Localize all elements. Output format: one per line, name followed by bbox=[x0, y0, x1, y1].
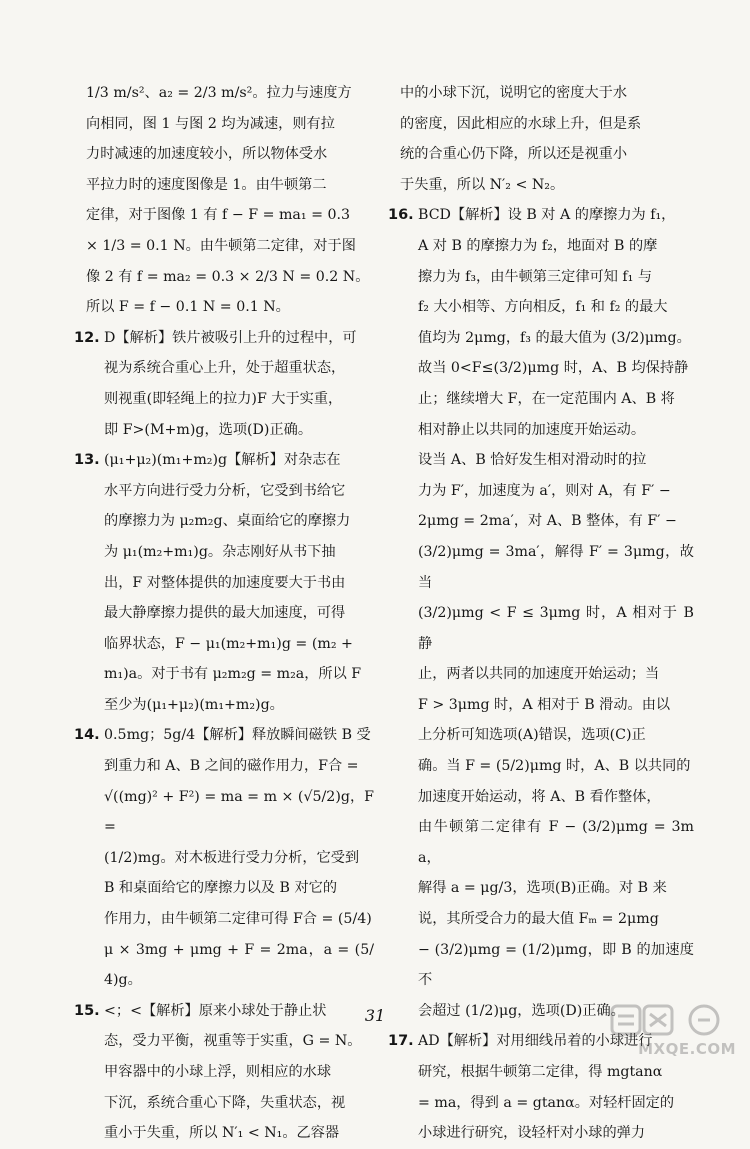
text-line: 确。当 F = (5/2)μmg 时，A、B 以共同的 bbox=[418, 758, 691, 775]
question-number: 14. bbox=[74, 727, 100, 744]
text-line: <；<【解析】原来小球处于静止状 bbox=[104, 1002, 327, 1019]
left-column bbox=[74, 78, 374, 1149]
text-line: 值均为 2μmg，f₃ 的最大值为 (3/2)μmg。 bbox=[418, 329, 691, 346]
watermark bbox=[596, 1002, 736, 1058]
text-line: = ma，得到 a = gtanα。对轻杆固定的 bbox=[418, 1094, 675, 1111]
question-number: 16. bbox=[388, 207, 414, 224]
text-line: 2μmg = 2ma′，对 A、B 整体，有 F′ − bbox=[418, 513, 677, 530]
text-line: 向相同，图 1 与图 2 均为减速，则有拉 bbox=[86, 115, 335, 132]
text-line: 解得 a = μg/3，选项(B)正确。对 B 来 bbox=[418, 880, 667, 897]
watermark-text: MXQE.COM bbox=[638, 1040, 736, 1058]
text-line: 统的合重心仍下降，所以还是视重小 bbox=[400, 146, 628, 163]
text-line: 所以 F = f − 0.1 N = 0.1 N。 bbox=[86, 299, 290, 316]
text-line: 下沉，系统合重心下降，失重状态，视 bbox=[104, 1094, 346, 1111]
question-number: 15. bbox=[74, 1002, 100, 1019]
text-line: 临界状态，F − μ₁(m₂+m₁)g = (m₂ + bbox=[104, 635, 353, 652]
text-line: 止；继续增大 F，在一定范围内 A、B 将 bbox=[418, 390, 675, 407]
text-line: 1/3 m/s²、a₂ = 2/3 m/s²。拉力与速度方 bbox=[86, 85, 352, 101]
text-line: 甲容器中的小球上浮，则相应的水球 bbox=[104, 1064, 332, 1080]
text-line: 的密度，因此相应的水球上升，但是系 bbox=[400, 115, 642, 132]
text-line: BCD【解析】设 B 对 A 的摩擦力为 f₁， bbox=[418, 207, 676, 224]
text-line: m₁)a。对于书有 μ₂m₂g = m₂a，所以 F bbox=[104, 666, 362, 683]
text-line: 水平方向进行受力分析，它受到书给它 bbox=[104, 482, 346, 499]
text-line: 到重力和 A、B 之间的磁作用力，F合 = bbox=[104, 758, 359, 775]
text-line: 力为 F′，加速度为 a′，则对 A，有 F′ − bbox=[418, 482, 671, 499]
text-line: 平拉力时的速度图像是 1。由牛顿第二 bbox=[86, 176, 327, 193]
text-line: 为 μ₁(m₂+m₁)g。杂志刚好从书下抽 bbox=[104, 543, 336, 560]
page-number: 31 bbox=[364, 1006, 386, 1025]
watermark-logo-icon bbox=[610, 1002, 730, 1038]
text-line: B 和桌面给它的摩擦力以及 B 对它的 bbox=[104, 880, 338, 897]
text-line: 即 F>(M+m)g，选项(D)正确。 bbox=[104, 421, 313, 438]
text-line: 定律，对于图像 1 有 f − F = ma₁ = 0.3 bbox=[86, 207, 351, 224]
text-line: 力时减速的加速度较小，所以物体受水 bbox=[86, 146, 328, 163]
text-line: (3/2)μmg = 3ma′，解得 F′ = 3μmg，故当 bbox=[418, 543, 694, 591]
text-line: f₂ 大小相等、方向相反，f₁ 和 f₂ 的最大 bbox=[418, 299, 668, 316]
solution-16 bbox=[388, 200, 694, 1026]
text-line: 作用力，由牛顿第二定律可得 F合 = (5/4) bbox=[104, 911, 372, 928]
solution-13 bbox=[74, 445, 374, 720]
question-number: 13. bbox=[74, 452, 100, 469]
text-line: F > 3μmg 时，A 相对于 B 滑动。由以 bbox=[418, 696, 671, 713]
text-line: AD【解析】对用细线吊着的小球进行 bbox=[418, 1033, 653, 1050]
text-line: 像 2 有 f = ma₂ = 0.3 × 2/3 N = 0.2 N。 bbox=[86, 268, 370, 285]
text-line: 设当 A、B 恰好发生相对滑动时的拉 bbox=[418, 452, 647, 469]
text-line: 则视重(即轻绳上的拉力)F 大于实重， bbox=[104, 390, 343, 407]
text-line: 止，两者以共同的加速度开始运动；当 bbox=[418, 666, 660, 683]
text-line: 中的小球下沉，说明它的密度大于水 bbox=[400, 85, 628, 101]
text-line: D【解析】铁片被吸引上升的过程中，可 bbox=[104, 329, 357, 346]
text-line: A 对 B 的摩擦力为 f₂，地面对 B 的摩 bbox=[418, 237, 658, 254]
text-line: (1/2)mg。对木板进行受力分析，它受到 bbox=[104, 849, 360, 866]
text-line: 相对静止以共同的加速度开始运动。 bbox=[418, 421, 646, 438]
continued-solution-11 bbox=[74, 78, 374, 323]
text-line: 研究，根据牛顿第二定律，得 mgtanα bbox=[418, 1064, 663, 1080]
text-line: 出，F 对整体提供的加速度要大于书由 bbox=[104, 574, 346, 591]
text-line: (3/2)μmg < F ≤ 3μmg 时，A 相对于 B 静 bbox=[418, 605, 694, 652]
text-line: 0.5mg；5g/4【解析】释放瞬间磁铁 B 受 bbox=[104, 727, 371, 744]
solution-14 bbox=[74, 720, 374, 995]
text-line: 至少为(μ₁+μ₂)(m₁+m₂)g。 bbox=[104, 696, 284, 713]
text-line: 重小于失重，所以 N′₁ < N₁。乙容器 bbox=[104, 1125, 340, 1142]
text-line: 故当 0<F≤(3/2)μmg 时，A、B 均保持静 bbox=[418, 360, 689, 377]
text-line: 最大静摩擦力提供的最大加速度，可得 bbox=[104, 605, 346, 622]
text-line: 视为系统合重心上升，处于超重状态， bbox=[104, 360, 346, 377]
text-line: 态，受力平衡，视重等于实重，G = N。 bbox=[104, 1033, 362, 1050]
continued-solution-15 bbox=[388, 78, 694, 200]
text-line: 会超过 (1/2)μg，选项(D)正确。 bbox=[418, 1002, 625, 1019]
text-line: 上分析可知选项(A)错误，选项(C)正 bbox=[418, 727, 646, 744]
text-line: √((mg)² + F²) = ma = m × (√5/2)g，F = bbox=[104, 788, 374, 836]
text-line: 的摩擦力为 μ₂m₂g、桌面给它的摩擦力 bbox=[104, 513, 351, 530]
solution-12 bbox=[74, 323, 374, 445]
text-line: (μ₁+μ₂)(m₁+m₂)g【解析】对杂志在 bbox=[104, 452, 341, 469]
question-number: 12. bbox=[74, 329, 100, 346]
right-column bbox=[388, 78, 694, 1149]
text-line: × 1/3 = 0.1 N。由牛顿第二定律，对于图 bbox=[86, 237, 356, 254]
text-line: μ × 3mg + μmg + F = 2ma，a = (5/4)g。 bbox=[104, 941, 374, 989]
text-line: 擦力为 f₃，由牛顿第三定律可知 f₁ 与 bbox=[418, 268, 653, 285]
text-line: − (3/2)μmg = (1/2)μmg，即 B 的加速度不 bbox=[418, 941, 694, 989]
question-number: 17. bbox=[388, 1033, 414, 1050]
text-line: 小球进行研究，设轻杆对小球的弹力 bbox=[418, 1125, 646, 1142]
text-line: 于失重，所以 N′₂ < N₂。 bbox=[400, 176, 565, 193]
text-line: 说，其所受合力的最大值 Fₘ = 2μmg bbox=[418, 911, 659, 928]
text-line: 加速度开始运动，将 A、B 看作整体， bbox=[418, 788, 661, 805]
text-line: 由牛顿第二定律有 F − (3/2)μmg = 3ma， bbox=[418, 819, 694, 866]
